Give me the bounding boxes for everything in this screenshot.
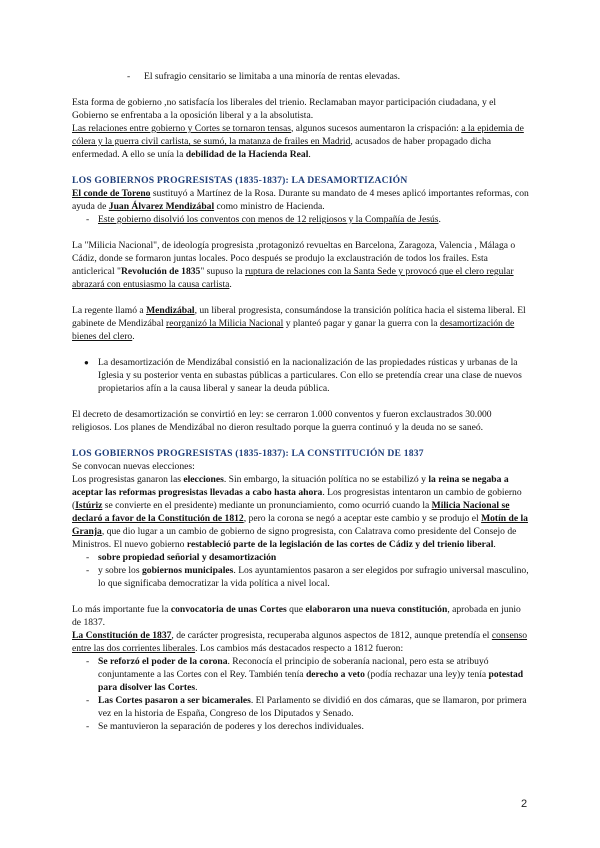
list-item: - Se reforzó el poder de la corona. Reconocía el principio de soberanía nacional, pero esta se atribuyó conjuntamente a las Cortes con el Rey. También tenía derecho a veto (podía rechazar una ley)y tenía potestad para disolver las Cortes.	[86, 656, 524, 693]
paragraph: La "Milicia Nacional", de ideología progresista ,protagonizó revueltas en Barcelona, Zaragoza, Valencia , Málaga o Cádiz, donde se formaron juntas locales. Poco después se produjo la exclaustración de todos los frailes. Esta anticlerical "Revolución de 1835" supuso la ruptura de relaciones con la Santa Sede y provocó que el clero regular abrazará con entusiasmo la causa carlista.	[72, 240, 516, 290]
section-heading: LOS GOBIERNOS PROGRESISTAS (1835-1837): LA CONSTITUCIÓN DE 1837	[72, 448, 424, 459]
list-item: - Se mantuvieron la separación de poderes y los derechos individuales.	[86, 721, 364, 732]
list-item: - El sufragio censitario se limitaba a una minoría de rentas elevadas.	[127, 71, 401, 82]
list-item: - Este gobierno disolvió los conventos con menos de 12 religiosos y la Compañía de Jesús.	[86, 214, 441, 225]
document-body	[72, 70, 532, 733]
list-item: - Las Cortes pasaron a ser bicamerales. El Parlamento se dividió en dos cámaras, que se llamaron, por primera vez en la historia de España, Congreso de los Diputados y Senado.	[86, 695, 527, 719]
paragraph: El decreto de desamortización se convirtió en ley: se cerraron 1.000 conventos y fueron exclaustrados 30.000 religiosos. Los planes de Mendizábal no dieron resultado porque la guerra continuó y la deuda no se saneó.	[72, 409, 492, 433]
paragraph: Lo más importante fue la convocatoria de unas Cortes que elaboraron una nueva constitución, aprobada en junio de 1837.	[72, 604, 521, 628]
bullet-item: ● La desamortización de Mendizábal consistió en la nacionalización de las propiedades rústicas y urbanas de la Iglesia y su posterior venta en subastas públicas a particulares. Con ello se pretendía crear una clase de nuevos propietarios afín a la causa liberal y sanear la deuda pública.	[84, 357, 522, 394]
paragraph: Los progresistas ganaron las elecciones. Sin embargo, la situación política no se estabilizó y la reina se negaba a aceptar las reformas progresistas llevadas a cabo hasta ahora. Los progresistas intentaron un cambio de gobierno (Istúriz se convierte en el presidente) mediante un pronunciamiento, como ocurrió cuando la Milicia Nacional se declaró a favor de la Constitución de 1812, pero la corona se negó a aceptar este cambio y se produjo el Motín de la Granja, que dio lugar a un cambio de gobierno de signo progresista, con Calatrava como presidente del Consejo de Ministros. El nuevo gobierno restableció parte de la legislación de las cortes de Cádiz y del trienio liberal.	[72, 474, 528, 550]
list-item: - y sobre los gobiernos municipales. Los ayuntamientos pasaron a ser elegidos por sufragio universal masculino, lo que significaba democratizar la vida política a nivel local.	[86, 565, 529, 589]
section-heading: LOS GOBIERNOS PROGRESISTAS (1835-1837): LA DESAMORTIZACIÓN	[72, 175, 408, 186]
bullet-icon: ●	[84, 358, 89, 367]
paragraph: Esta forma de gobierno ,no satisfacía los liberales del trienio. Reclamaban mayor participación ciudadana, y el Gobierno se enfrentaba a la oposición liberal y a la absolutista. Las relaciones entre gobierno y Cortes se tornaron tensas, algunos sucesos aumentaron la crispación: a la epidemia de cólera y la guerra civil carlista, se sumó, la matanza de frailes en Madrid, acusados de haber propagado dicha enfermedad. A ello se unía la debilidad de la Hacienda Real.	[72, 97, 524, 160]
list-item: - sobre propiedad señorial y desamortización	[86, 552, 277, 563]
page-number: 2	[521, 798, 528, 810]
paragraph: La regente llamó a Mendizábal, un liberal progresista, consumándose la transición política hacia el sistema liberal. El gabinete de Mendizábal reorganizó la Milicia Nacional y planteó pagar y ganar la guerra con la desamortización de bienes del clero.	[72, 305, 526, 342]
paragraph: El conde de Toreno sustituyó a Martínez de la Rosa. Durante su mandato de 4 meses aplicó importantes reformas, con ayuda de Juan Álvarez Mendizábal como ministro de Hacienda.	[72, 188, 529, 212]
paragraph: La Constitución de 1837, de carácter progresista, recuperaba algunos aspectos de 1812, aunque pretendía el consenso entre las dos corrientes liberales. Los cambios más destacados respecto a 1812 fueron:	[72, 630, 528, 654]
paragraph: Se convocan nuevas elecciones:	[72, 461, 195, 472]
